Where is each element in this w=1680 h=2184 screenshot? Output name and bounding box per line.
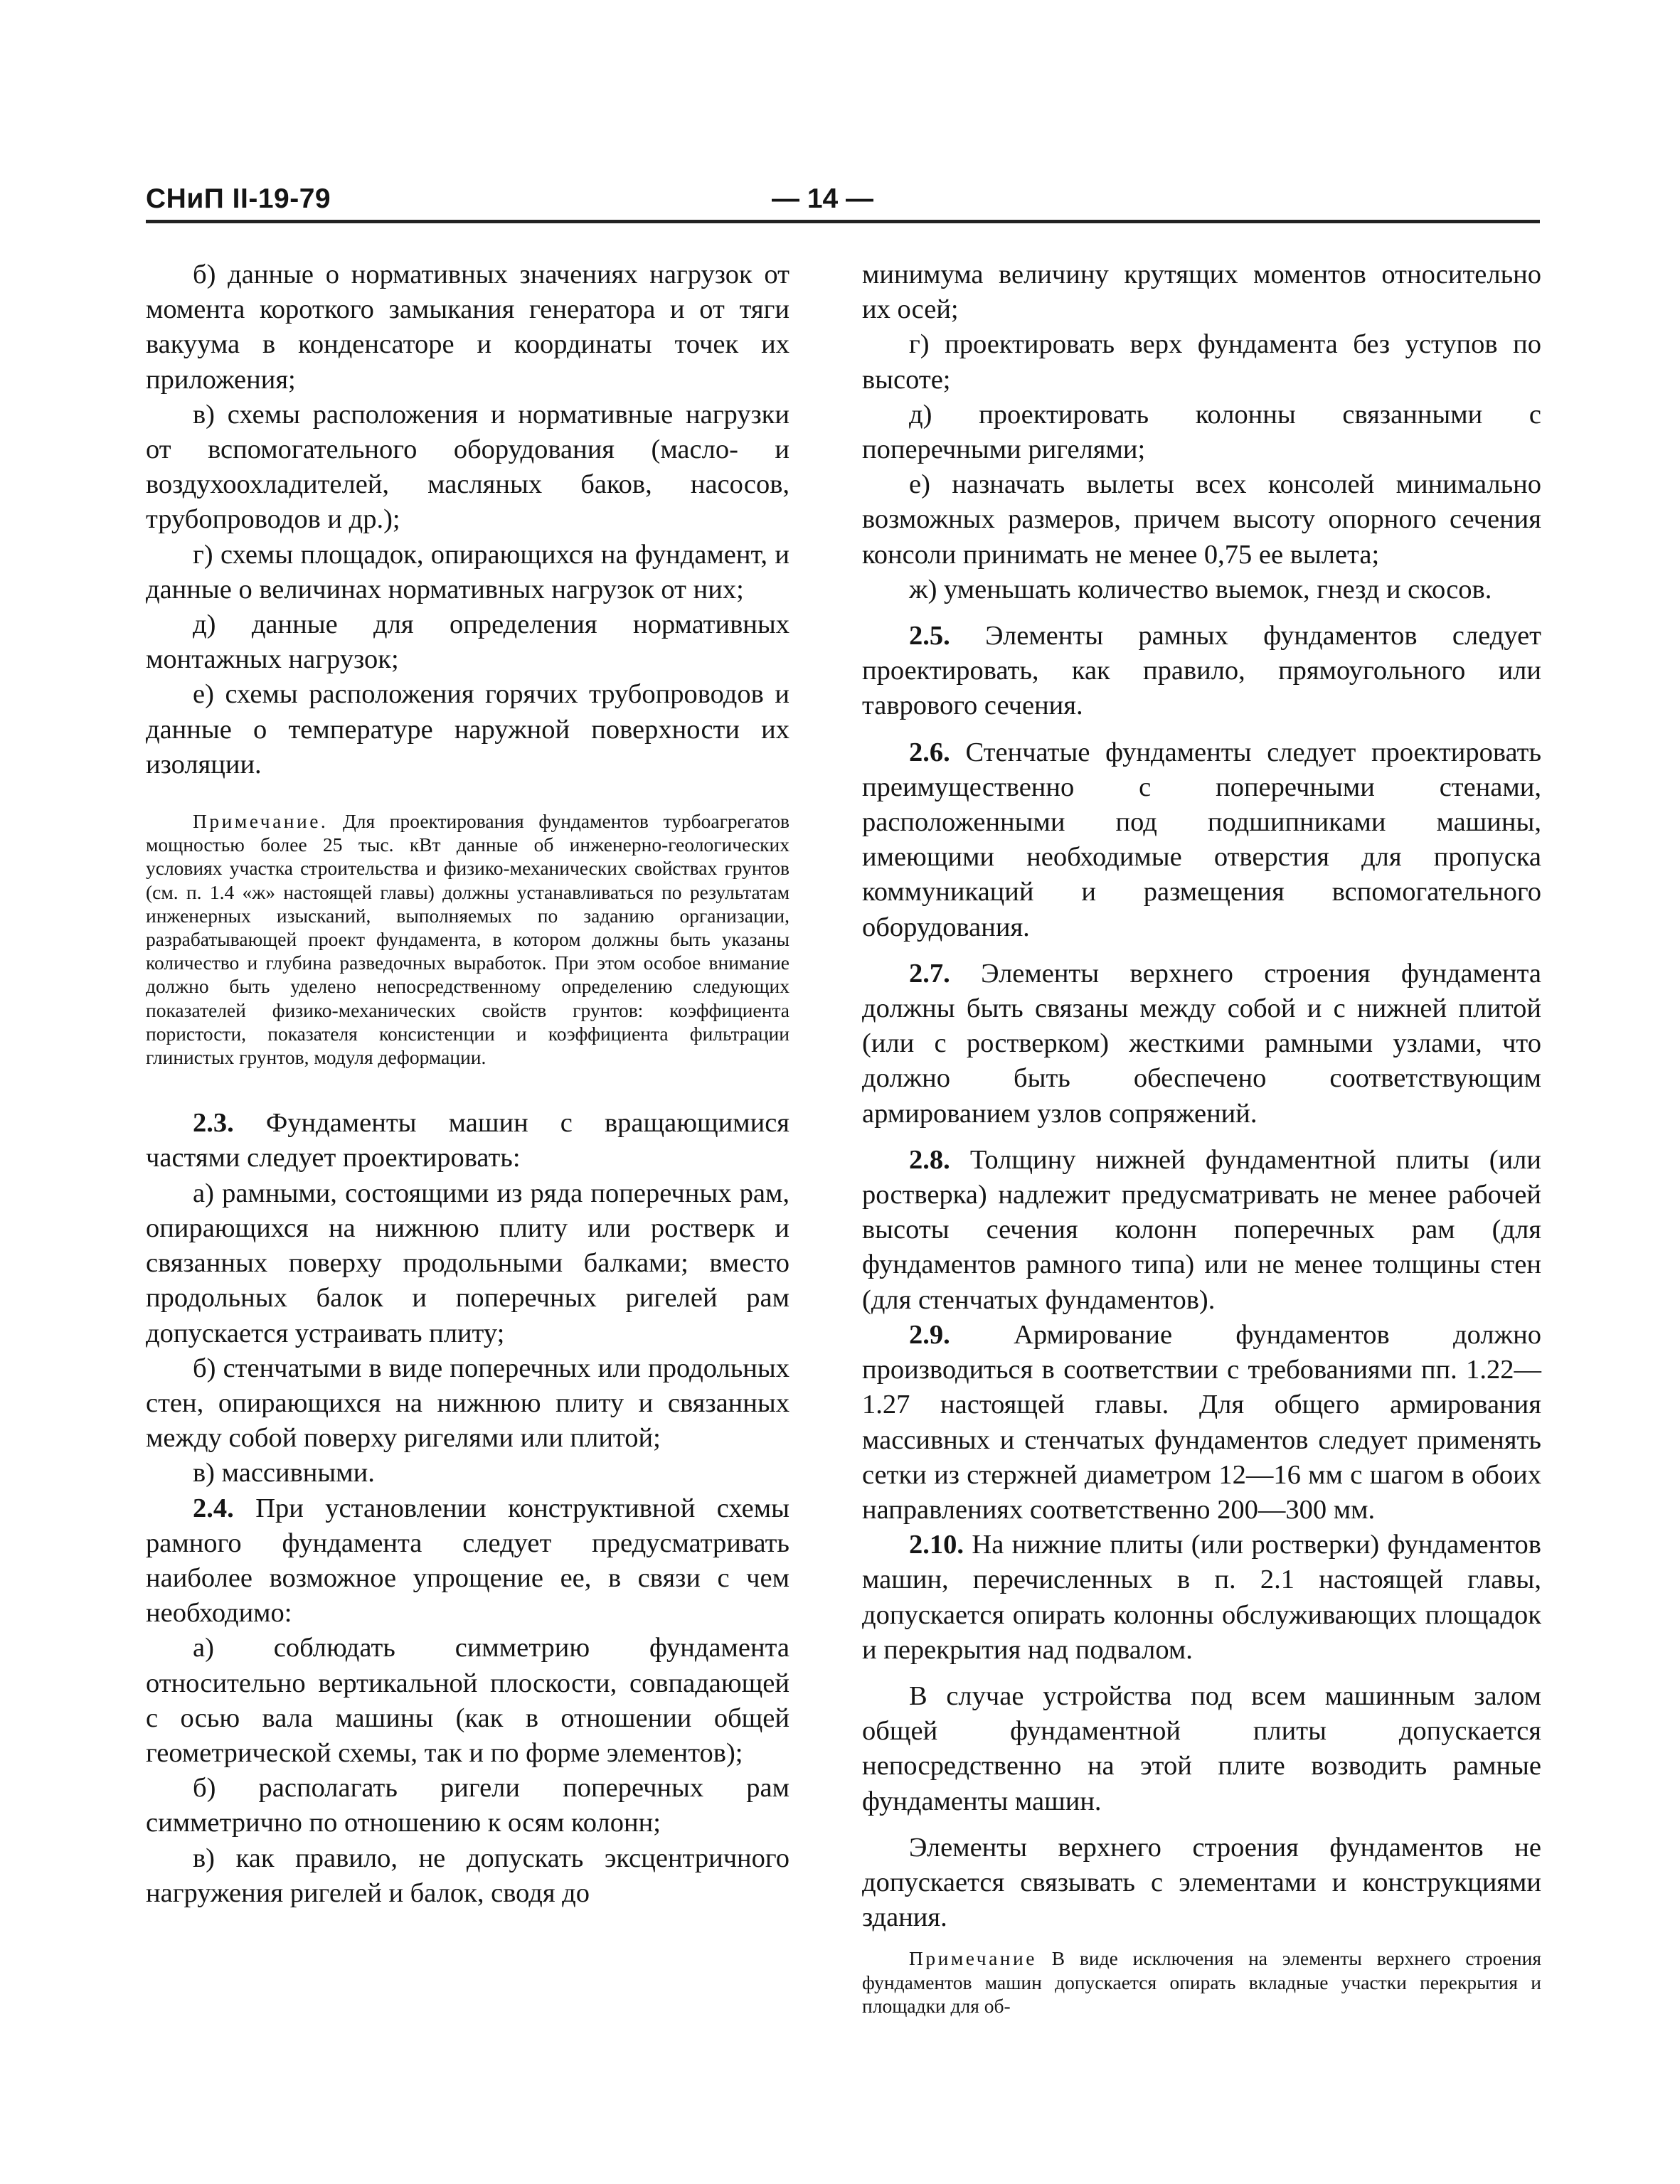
section-2-6 xyxy=(862,735,1541,945)
section-text: При установлении конструктивной схемы рамного фундамента следует предусматривать наиболее возможное упрощение ее, в связи с чем необходимо: xyxy=(146,1493,790,1629)
left-column xyxy=(146,257,790,1911)
section-2-10 xyxy=(862,1528,1541,1668)
section-2-4 xyxy=(146,1491,790,1631)
paragraph: Элементы верхнего строения фундаментов не допускается связывать с элементами и конструкциями здания. xyxy=(862,1832,1541,1933)
paragraph: е) схемы расположения горячих трубопроводов и данные о температуре наружной поверхности их изоляции. xyxy=(146,679,790,779)
spacer xyxy=(862,607,1541,619)
note-label: Примечание xyxy=(909,1947,1037,1970)
paragraph: В случае устройства под всем машинным залом общей фундаментной плиты допускается непосредственно на этой плите возводить рамные фундаменты машин. xyxy=(862,1680,1541,1816)
paragraph-continuation: минимума величину крутящих моментов относительно их осей; xyxy=(862,260,1541,325)
section-number: 2.8. xyxy=(909,1144,950,1175)
paragraph: в) как правило, не допускать эксцентричного нагружения ригелей и балок, сводя до xyxy=(146,1843,790,1908)
section-text: Элементы рамных фундаментов следует проектировать, как правило, прямоугольного или таврового сечения. xyxy=(862,621,1541,721)
paragraph: а) рамными, состоящими из ряда поперечных рам, опирающихся на нижнюю плиту или ростверк и связанных поверху продольными балками; вместо продольных балок и поперечных ригелей рам допускается устраивать плиту; xyxy=(146,1178,790,1348)
right-column xyxy=(862,257,1541,2018)
section-2-7 xyxy=(862,957,1541,1131)
note xyxy=(146,809,790,1069)
spacer xyxy=(146,1069,790,1106)
section-2-3 xyxy=(146,1106,790,1176)
section-text: Армирование фундаментов должно производиться в соответствии с требованиями пп. 1.22—1.27 настоящей главы. Для общего армирования массивных и стенчатых фундаментов следует применять сетки из стержней диаметром 12—16 мм с шагом в обоих направлениях соответственно 200—300 мм. xyxy=(862,1319,1541,1525)
spacer xyxy=(862,1668,1541,1679)
section-text: Фундаменты машин с вращающимися частями следует проектировать: xyxy=(146,1108,790,1173)
note-label: Примечание. xyxy=(193,810,329,833)
paragraph: д) данные для определения нормативных монтажных нагрузок; xyxy=(146,609,790,675)
paragraph: б) данные о нормативных значениях нагрузок от момента короткого замыкания генератора и от тяги вакуума в конденсаторе и координаты точек их приложения; xyxy=(146,260,790,395)
paragraph: ж) уменьшать количество выемок, гнезд и скосов. xyxy=(909,574,1492,604)
header-rule xyxy=(146,220,1540,223)
note xyxy=(862,1946,1541,2018)
section-number: 2.7. xyxy=(909,958,950,989)
paragraph: д) проектировать колонны связанными с поперечными ригелями; xyxy=(862,399,1541,465)
section-number: 2.5. xyxy=(909,621,950,651)
section-text: Элементы верхнего строения фундамента должны быть связаны между собой и с нижней плитой (или с ростверком) жесткими рамными узлами, что должно быть обеспечено соответствующим армированием узлов сопряжений. xyxy=(862,958,1541,1129)
note-text: В виде исключения на элементы верхнего строения фундаментов машин допускается опирать вкладные участки перекрытия и площадки для об- xyxy=(862,1947,1542,2017)
section-number: 2.4. xyxy=(193,1493,234,1523)
section-number: 2.10. xyxy=(909,1530,964,1560)
section-number: 2.3. xyxy=(193,1108,234,1139)
spacer xyxy=(862,1819,1541,1831)
paragraph: г) проектировать верх фундамента без уступов по высоте; xyxy=(862,329,1541,395)
paragraph: а) соблюдать симметрию фундамента относительно вертикальной плоскости, совпадающей с осью вала машины (как в отношении общей геометрической схемы, так и по форме элементов); xyxy=(146,1633,790,1768)
section-2-9 xyxy=(862,1318,1541,1528)
note-text: Для проектирования фундаментов турбоагрегатов мощностью более 25 тыс. кВт данные об инженерно-геологических условиях участка строительства и физико-механических свойствах грунтов (см. п. 1.4 «ж» настоящей главы) должны устанавливаться по результатам инженерных изысканий, выполняемых по заданию организации, разрабатывающей проект фундамента, в котором должны быть указаны количество и глубина разведочных выработок. При этом особое внимание должно быть уделено непосредственному определению следующих показателей физико-механических свойств грунтов: коэффициента пористости, показателя консистенции и коэффициента фильтрации глинистых грунтов, модуля деформации. xyxy=(146,810,790,1069)
paragraph: е) назначать вылеты всех консолей минимально возможных размеров, причем высоту опорного сечения консоли принимать не менее 0,75 ее вылета; xyxy=(862,469,1541,570)
section-2-8 xyxy=(862,1143,1541,1318)
page-number: — 14 — xyxy=(772,183,874,214)
paragraph: в) массивными. xyxy=(193,1458,375,1488)
section-text: На нижние плиты (или ростверки) фундаментов машин, перечисленных в п. 2.1 настоящей главы, допускается опирать колонны обслуживающих площадок и перекрытия над подвалом. xyxy=(862,1530,1541,1665)
section-2-5 xyxy=(862,619,1541,724)
paragraph: г) схемы площадок, опирающихся на фундамент, и данные о величинах нормативных нагрузок от них; xyxy=(146,539,790,604)
spacer xyxy=(862,945,1541,957)
spacer xyxy=(862,1131,1541,1143)
document-code: СНиП II-19-79 xyxy=(146,183,331,214)
paragraph: б) стенчатыми в виде поперечных или продольных стен, опирающихся на нижнюю плиту и связанных между собой поверху ригелями или плитой; xyxy=(146,1353,790,1454)
section-text: Стенчатые фундаменты следует проектировать преимущественно с поперечными стенами, расположенными под подшипниками машины, имеющими необходимые отверстия для пропуска коммуникаций и размещения вспомогательного оборудования. xyxy=(862,737,1541,942)
section-number: 2.6. xyxy=(909,737,950,767)
spacer xyxy=(146,782,790,809)
paragraph: в) схемы расположения и нормативные нагрузки от вспомогательного оборудования (масло- и воздухоохладителей, масляных баков, насосов, трубопроводов и др.); xyxy=(146,399,790,535)
section-number: 2.9. xyxy=(909,1319,950,1350)
paragraph: б) располагать ригели поперечных рам симметрично по отношению к осям колонн; xyxy=(146,1773,790,1838)
spacer xyxy=(862,1935,1541,1946)
spacer xyxy=(862,724,1541,735)
section-text: Толщину нижней фундаментной плиты (или ростверка) надлежит предусматривать не менее рабочей высоты сечения колонн поперечных рам (для фундаментов рамного типа) или не менее толщины стен (для стенчатых фундаментов). xyxy=(862,1144,1542,1315)
page-header xyxy=(146,183,1540,220)
